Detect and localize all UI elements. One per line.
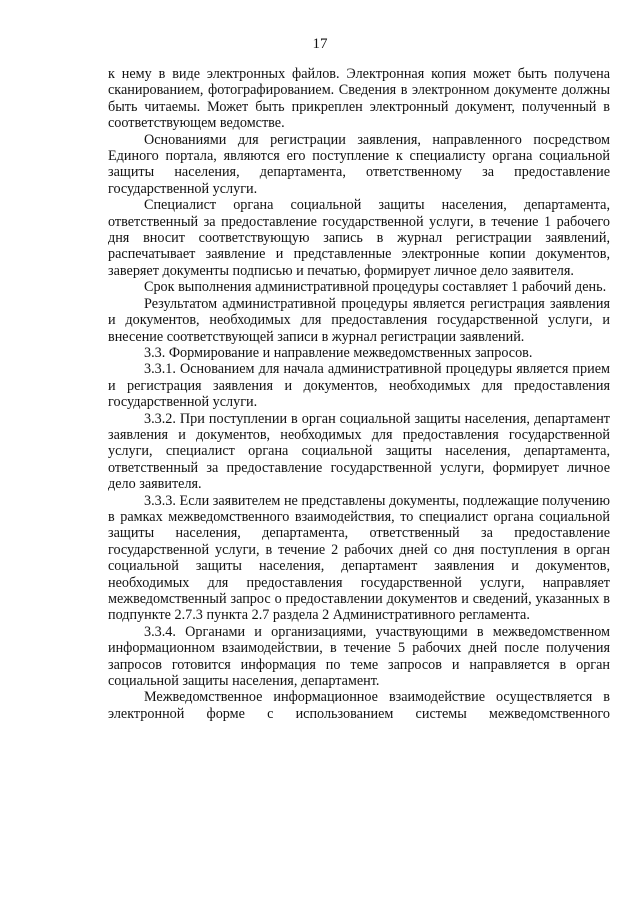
paragraph-continuation: к нему в виде электронных файлов. Электронная копия может быть получена сканированием, фотографированием. Сведения в электронном документе должны быть читаемы. Может быть прикреплен электронный документ, полученный в соответствующем ведомстве. bbox=[108, 66, 610, 132]
paragraph-procedure-term: Срок выполнения административной процедуры составляет 1 рабочий день. bbox=[144, 279, 607, 296]
paragraph-registration-basis: Основаниями для регистрации заявления, направленного посредством Единого портала, являются его поступление к специалисту органа социальной защиты населения, департамента, ответственному за предоставление государственной услуги. bbox=[108, 131, 610, 197]
document-body bbox=[108, 66, 610, 722]
paragraph-3-3-3: 3.3.3. Если заявителем не представлены документы, подлежащие получению в рамках межведомственного взаимодействия, то специалист органа социальной защиты населения, департамента, ответственный за предоставление государственной услуги, в течение 2 рабочих дней со дня поступления в орган социальной защиты населения, департамент заявления и документов, необходимых для предоставления государственной услуги, направляет межведомственный запрос о предоставлении документов и сведений, указанных в подпункте 2.7.3 пункта 2.7 раздела 2 Административного регламента. bbox=[108, 492, 610, 624]
paragraph-3-3-1: 3.3.1. Основанием для начала административной процедуры является прием и регистрация заявления и документов, необходимых для предоставления государственной услуги. bbox=[108, 361, 610, 411]
paragraph-procedure-result: Результатом административной процедуры является регистрация заявления и документов, необходимых для предоставления государственной услуги, и внесение соответствующей записи в журнал регистрации заявлений. bbox=[108, 295, 610, 345]
paragraph-3-3-2: 3.3.2. При поступлении в орган социальной защиты населения, департамент заявления и документов, необходимых для предоставления государственной услуги, специалист органа социальной защиты населения, департамента, ответственный за предоставление государственной услуги, формирует личное дело заявителя. bbox=[108, 410, 610, 493]
paragraph-specialist-actions: Специалист органа социальной защиты населения, департамента, ответственный за предоставление государственной услуги, в течение 1 рабочего дня вносит соответствующую запись в журнал регистрации заявлений, распечатывает заявление и представленные электронные копии документов, заверяет документы подписью и печатью, формирует личное дело заявителя. bbox=[108, 197, 610, 279]
paragraph-interagency-interaction: Межведомственное информационное взаимодействие осуществляется в электронной форме с использованием системы межведомственного bbox=[108, 689, 610, 722]
section-heading-3-3: 3.3. Формирование и направление межведомственных запросов. bbox=[144, 344, 533, 361]
page-number: 17 bbox=[312, 36, 328, 52]
paragraph-3-3-4: 3.3.4. Органами и организациями, участвующими в межведомственном информационном взаимодействии, в течение 5 рабочих дней после получения запросов готовится информация по теме запросов и направляется в орган социальной защиты населения, департамент. bbox=[108, 623, 610, 690]
